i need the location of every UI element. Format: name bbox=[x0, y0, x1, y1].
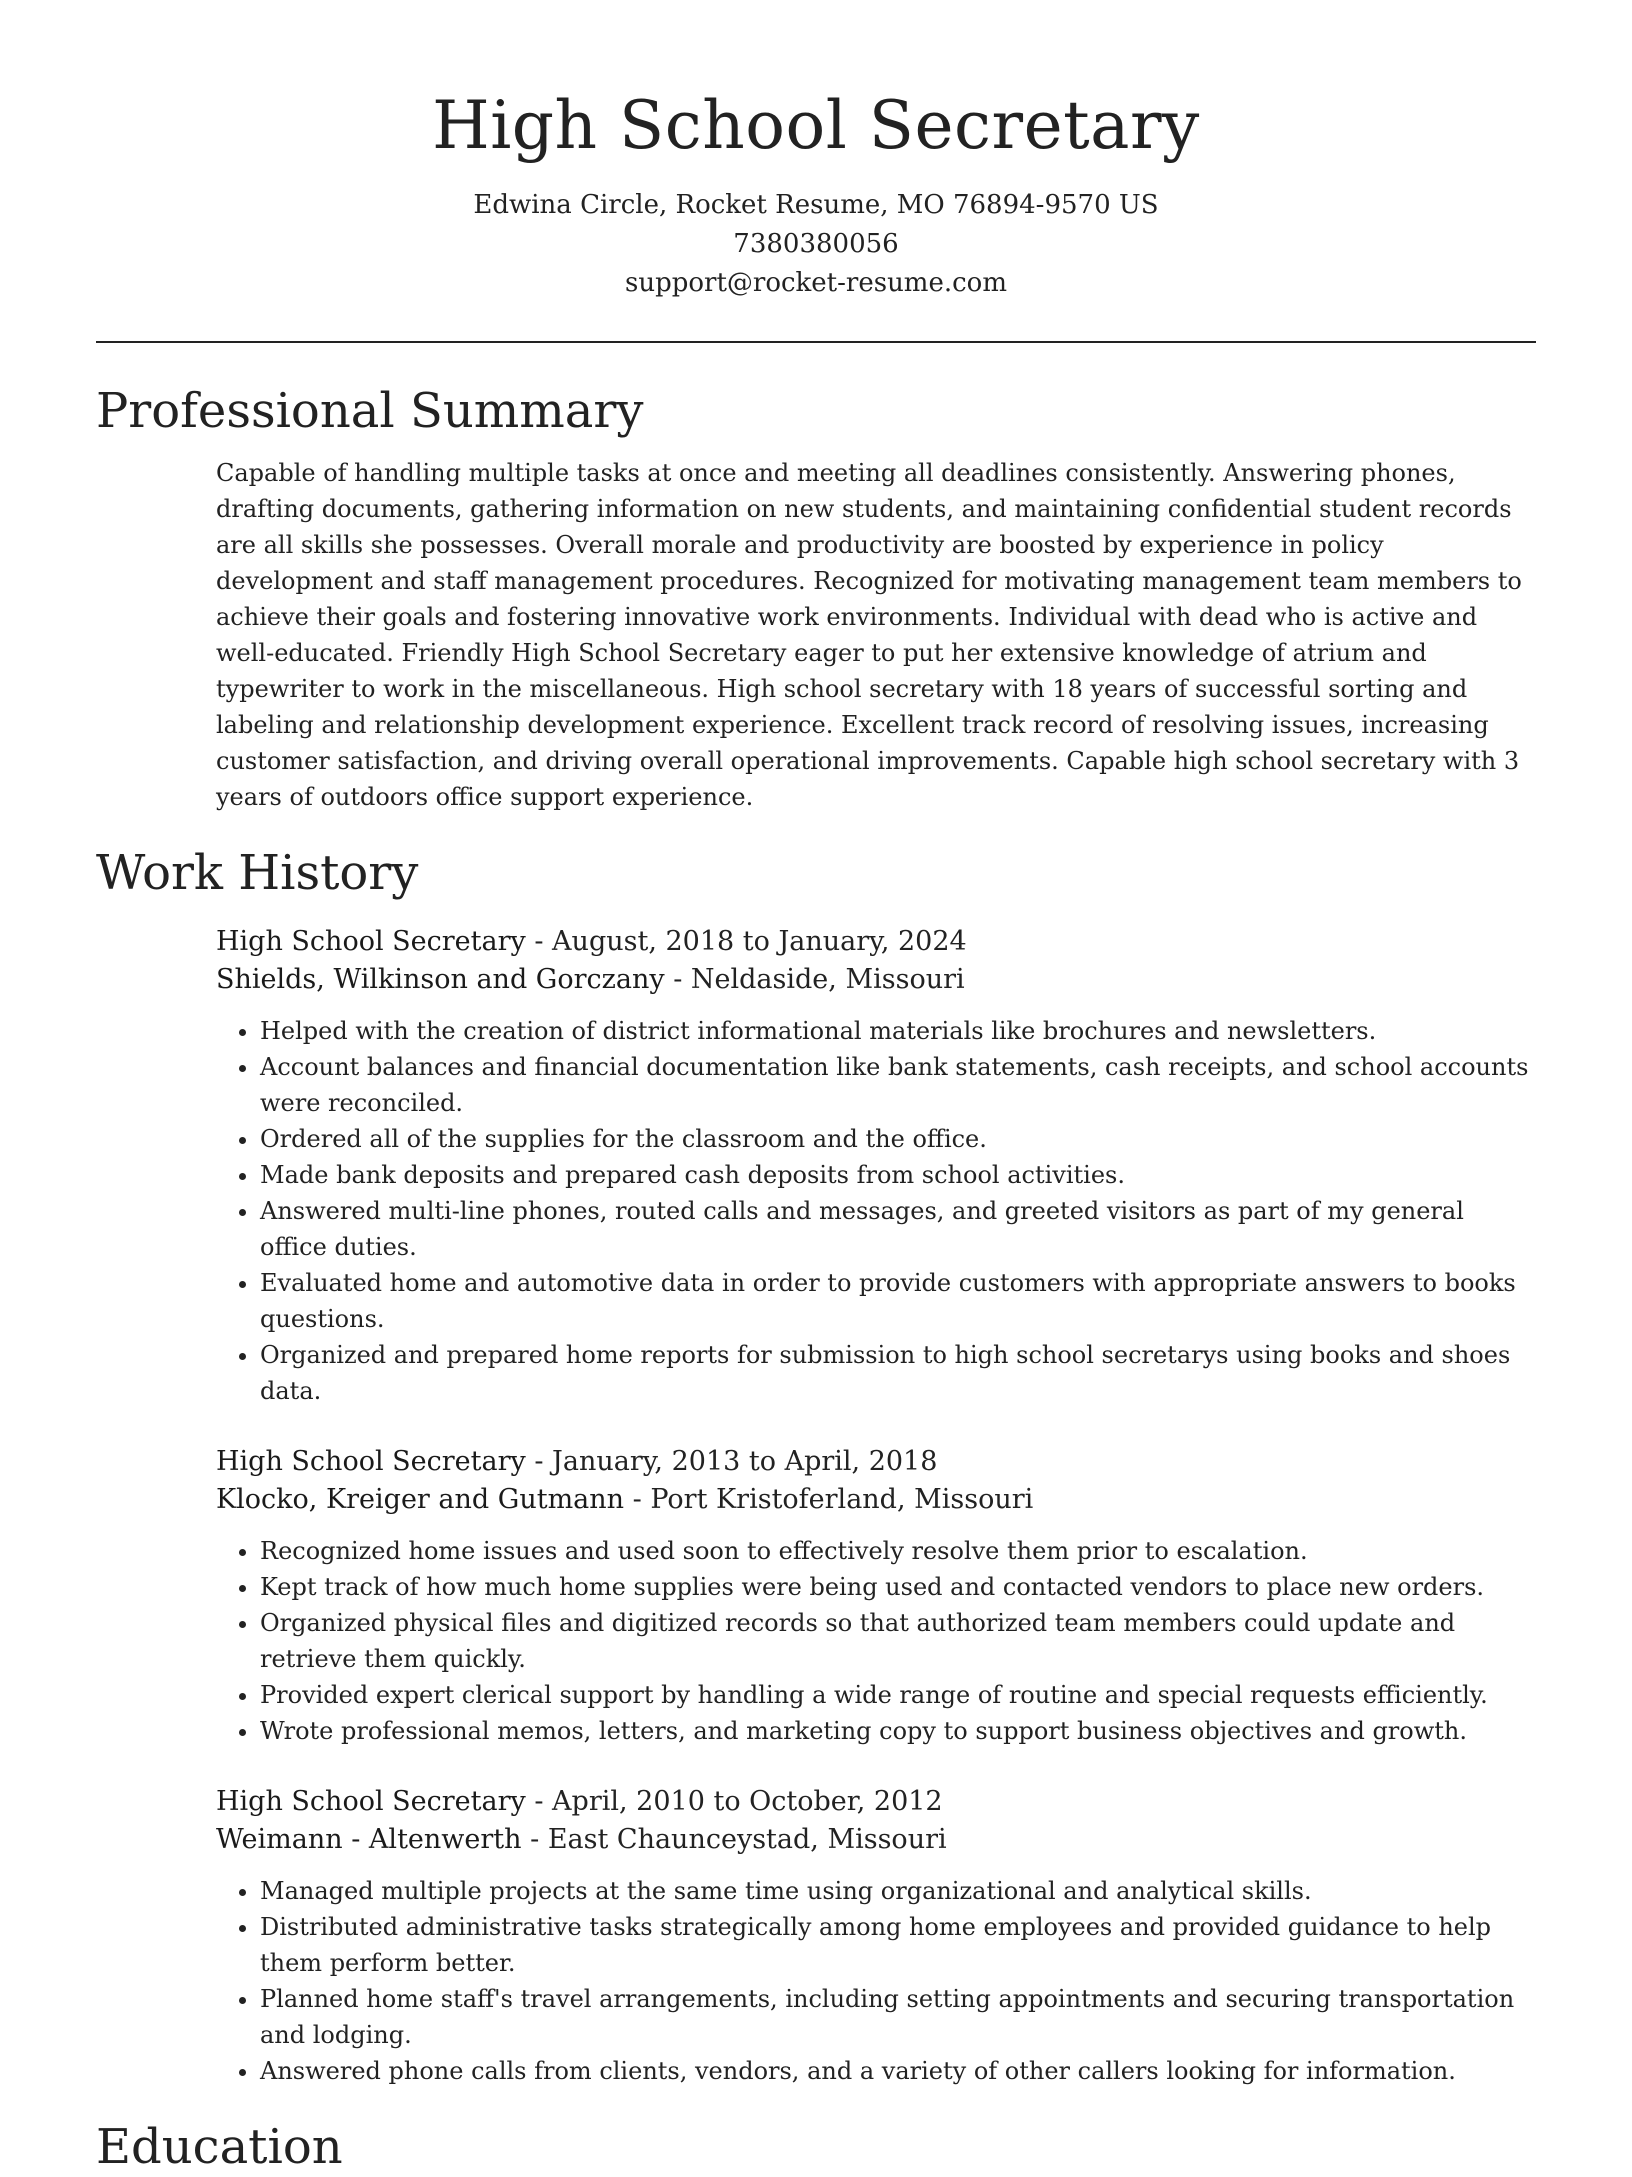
resume-page bbox=[96, 0, 1536, 2177]
contact-phone: 7380380056 bbox=[733, 229, 899, 259]
job-bullet: • Organized physical files and digitized records so that authorized team members could update and retrieve them quickly. bbox=[260, 1605, 1536, 1677]
summary-heading: Professional Summary bbox=[96, 383, 644, 439]
job-company-line bbox=[216, 1481, 1536, 1519]
job-dates: - January, 2013 to April, 2018 bbox=[525, 1446, 938, 1477]
work-history-heading: Work History bbox=[96, 845, 419, 901]
job-bullet: • Evaluated home and automotive data in order to provide customers with appropriate answers to books questions. bbox=[260, 1265, 1536, 1337]
work-history-section bbox=[216, 923, 1536, 2089]
job-bullet: • Organized and prepared home reports for submission to high school secretarys using books and shoes data. bbox=[260, 1337, 1536, 1409]
job-bullet-list bbox=[216, 1533, 1536, 1749]
job-entry bbox=[216, 1443, 1536, 1749]
job-company-line bbox=[216, 1821, 1536, 1859]
job-location: - Neldaside, Missouri bbox=[664, 964, 965, 995]
job-entry bbox=[216, 1783, 1536, 2089]
candidate-name: High School Secretary bbox=[432, 87, 1200, 164]
job-bullet: • Distributed administrative tasks strategically among home employees and provided guidance to help them perform better. bbox=[260, 1909, 1536, 1981]
job-bullet: • Provided expert clerical support by handling a wide range of routine and special requests efficiently. bbox=[260, 1677, 1536, 1713]
header-divider bbox=[96, 341, 1536, 343]
job-bullet: • Ordered all of the supplies for the classroom and the office. bbox=[260, 1121, 1536, 1157]
job-location: - East Chaunceystad, Missouri bbox=[521, 1824, 947, 1855]
job-bullet: • Answered multi-line phones, routed calls and messages, and greeted visitors as part of my general office duties. bbox=[260, 1193, 1536, 1265]
job-bullet: • Account balances and financial documentation like bank statements, cash receipts, and school accounts were reconciled. bbox=[260, 1049, 1536, 1121]
job-bullet: • Made bank deposits and prepared cash deposits from school activities. bbox=[260, 1157, 1536, 1193]
contact-email: support@rocket-resume.com bbox=[624, 268, 1007, 298]
education-heading: Education bbox=[96, 2119, 343, 2175]
summary-section bbox=[216, 455, 1536, 815]
job-role: High School Secretary bbox=[216, 926, 526, 957]
job-company: Klocko, Kreiger and Gutmann bbox=[216, 1484, 625, 1515]
job-company: Weimann - Altenwerth bbox=[216, 1824, 522, 1855]
job-entry bbox=[216, 923, 1536, 1409]
job-company-line bbox=[216, 961, 1536, 999]
resume-header bbox=[96, 0, 1536, 303]
job-title-line bbox=[216, 1783, 1536, 1821]
job-role: High School Secretary bbox=[216, 1786, 526, 1817]
job-bullet: • Recognized home issues and used soon to effectively resolve them prior to escalation. bbox=[260, 1533, 1536, 1569]
job-bullet: • Planned home staff's travel arrangements, including setting appointments and securing transportation and lodging. bbox=[260, 1981, 1536, 2053]
contact-block bbox=[96, 186, 1536, 303]
job-role: High School Secretary bbox=[216, 1446, 526, 1477]
job-title-line bbox=[216, 1443, 1536, 1481]
job-bullet: • Managed multiple projects at the same time using organizational and analytical skills. bbox=[260, 1873, 1536, 1909]
job-dates: - August, 2018 to January, 2024 bbox=[525, 926, 967, 957]
job-bullet: • Kept track of how much home supplies were being used and contacted vendors to place new orders. bbox=[260, 1569, 1536, 1605]
job-bullet: • Answered phone calls from clients, vendors, and a variety of other callers looking for information. bbox=[260, 2053, 1536, 2089]
job-title-line bbox=[216, 923, 1536, 961]
job-dates: - April, 2010 to October, 2012 bbox=[525, 1786, 943, 1817]
job-bullet: • Helped with the creation of district informational materials like brochures and newsletters. bbox=[260, 1013, 1536, 1049]
job-company: Shields, Wilkinson and Gorczany bbox=[216, 964, 665, 995]
job-bullet: • Wrote professional memos, letters, and marketing copy to support business objectives and growth. bbox=[260, 1713, 1536, 1749]
contact-address: Edwina Circle, Rocket Resume, MO 76894-9570 US bbox=[473, 190, 1159, 220]
job-location: - Port Kristoferland, Missouri bbox=[624, 1484, 1034, 1515]
job-bullet-list bbox=[216, 1013, 1536, 1409]
summary-text: Capable of handling multiple tasks at once and meeting all deadlines consistently. Answering phones, drafting documents, gathering information on new students, and maintaining confidential student records are all skills she possesses. Overall morale and productivity are boosted by experience in policy development and staff management procedures. Recognized for motivating management team members to achieve their goals and fostering innovative work environments. Individual with dead who is active and well-educated. Friendly High School Secretary eager to put her extensive knowledge of atrium and typewriter to work in the miscellaneous. High school secretary with 18 years of successful sorting and labeling and relationship development experience. Excellent track record of resolving issues, increasing customer satisfaction, and driving overall operational improvements. Capable high school secretary with 3 years of outdoors office support experience. bbox=[216, 459, 1522, 811]
job-bullet-list bbox=[216, 1873, 1536, 2089]
